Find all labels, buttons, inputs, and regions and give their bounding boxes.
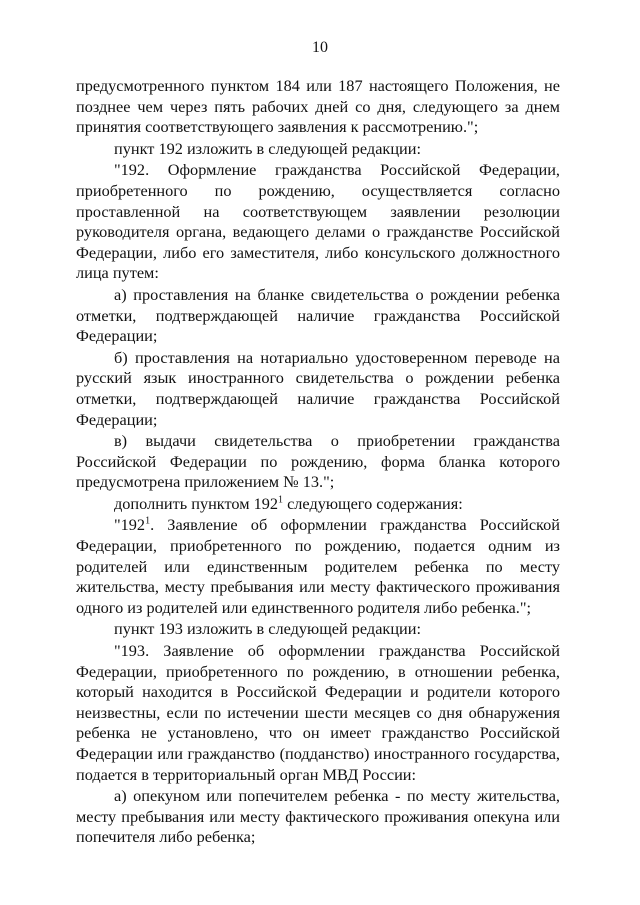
paragraph-item-a: а) проставления на бланке свидетельства о рождении ребенка отметки, подтверждающей наличие гражданства Российской Федерации; — [76, 284, 560, 346]
paragraph-instruction-192: пункт 192 изложить в следующей редакции: — [114, 138, 422, 158]
document-body — [76, 76, 560, 848]
paragraph-item-b: б) проставления на нотариально удостоверенном переводе на русский язык иностранного свидетельства о рождении ребенка отметки, подтверждающей наличие гражданства Российской Федерации; — [76, 347, 560, 429]
paragraph-item-v: в) выдачи свидетельства о приобретении гражданства Российской Федерации по рождению, форма бланка которого предусмотрена приложением № 13."; — [76, 431, 560, 492]
text-before-superscript: "192 — [114, 515, 146, 535]
paragraph-clause-192: "192. Оформление гражданства Российской Федерации, приобретенного по рождению, осуществляется согласно проставленной на соответствующем заявлении резолюции руководителя органа, ведающего делами о гражданстве Российской Федерации, либо его заместителя, либо консульского должностного лица путем: — [76, 160, 560, 283]
paragraph-clause-192-1 — [76, 515, 560, 618]
text-after-superscript: следующего содержания: — [283, 493, 463, 513]
superscript: 1 — [145, 516, 151, 528]
text-before-superscript: дополнить пунктом 192 — [114, 493, 279, 513]
paragraph-continuation: предусмотренного пунктом 184 или 187 настоящего Положения, не позднее чем через пять рабочих дней со дня, следующего за днем принятия соответствующего заявления к рассмотрению."; — [76, 76, 560, 137]
paragraph-instruction-193: пункт 193 изложить в следующей редакции: — [114, 619, 422, 639]
superscript: 1 — [278, 494, 284, 506]
text-after-superscript: . Заявление об оформлении гражданства Российской Федерации, приобретенного по рождению, подается одним из родителей или единственным родителем ребенка по месту жительства, месту пребывания или месту фактического проживания одного из родителей или единственного родителя либо ребенка."; — [76, 515, 560, 617]
paragraph-clause-193: "193. Заявление об оформлении гражданства Российской Федерации, приобретенного по рождению, в отношении ребенка, который находится в Российской Федерации и родители которого неизвестны, если по истечении шести месяцев со дня обнаружения ребенка не установлено, что он имеет гражданство Российской Федерации или гражданство (подданство) иностранного государства, подается в территориальный орган МВД России: — [76, 641, 560, 784]
page-number: 10 — [312, 39, 328, 56]
paragraph-clause-193-item-a: а) опекуном или попечителем ребенка - по месту жительства, месту пребывания или месту фактического проживания опекуна или попечителя либо ребенка; — [76, 786, 560, 847]
paragraph-instruction-192-1 — [76, 494, 560, 515]
